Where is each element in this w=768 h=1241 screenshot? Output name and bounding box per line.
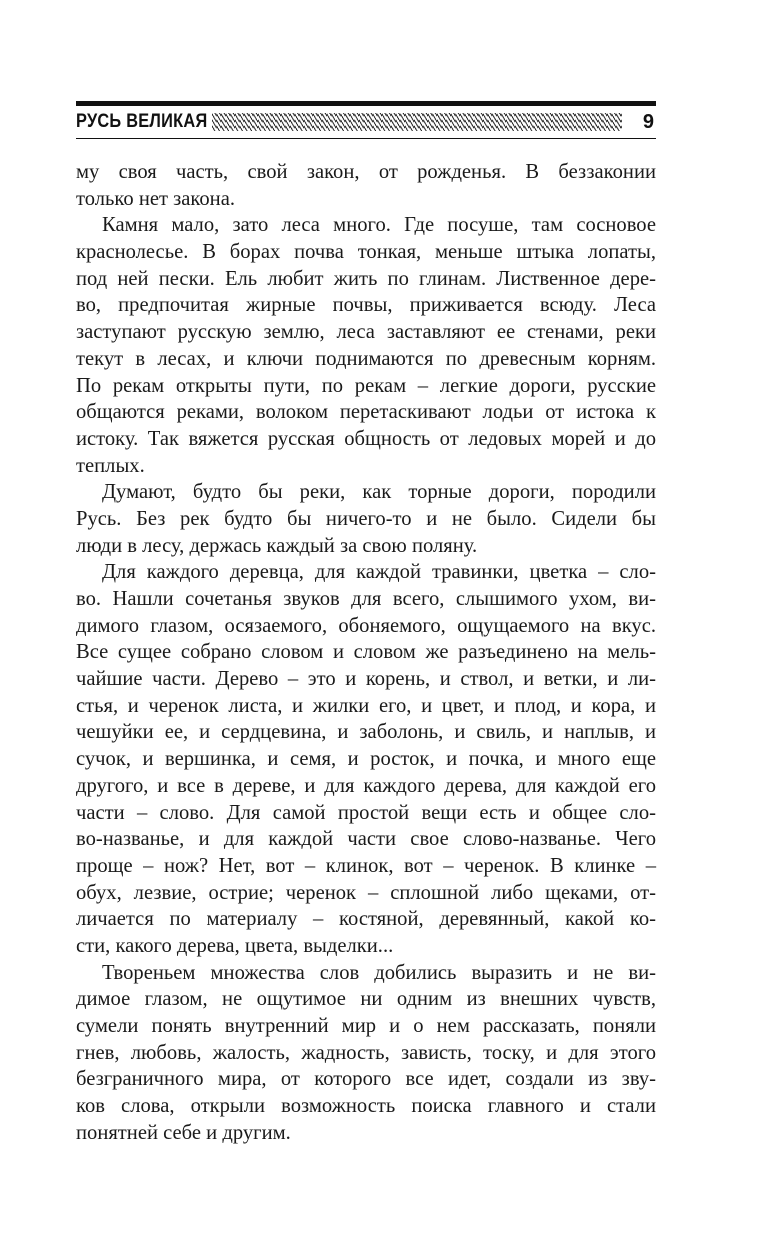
- text-line: димого глазом, осязаемого, обоняемого, ощущаемого на вкус.: [76, 614, 656, 637]
- text-line: сучок, и вершинка, и семя, и росток, и почка, и много еще: [76, 748, 656, 771]
- text-line: во-названье, и для каждой части свое слово-названье. Чего: [76, 828, 656, 851]
- paragraph: [76, 159, 656, 212]
- text-line: текут в лесах, и ключи поднимаются по древесным корням.: [76, 347, 656, 370]
- paragraph: [76, 559, 656, 959]
- text-line: гнев, любовь, жалость, жадность, зависть, тоску, и для этого: [76, 1041, 656, 1064]
- text-line: Думают, будто бы реки, как торные дороги, породили: [102, 481, 656, 504]
- text-line: другого, и все в дереве, и для каждого дерева, для каждой его: [76, 774, 656, 797]
- text-line: во. Нашли сочетанья звуков для всего, слышимого ухом, ви-: [76, 588, 656, 610]
- header-top-rule: [76, 101, 656, 106]
- text-line: теплых.: [76, 454, 145, 477]
- paragraph: [76, 479, 656, 559]
- text-line: чешуйки ее, и сердцевина, и заболонь, и свиль, и наплыв, и: [76, 721, 656, 744]
- header-bottom-rule: [76, 138, 656, 139]
- text-line: заступают русскую землю, леса заставляют ее стенами, реки: [76, 321, 656, 344]
- text-line: во, предпочитая жирные почвы, приживается всюду. Леса: [76, 294, 656, 317]
- text-line: проще – нож? Нет, вот – клинок, вот – черенок. В клинке –: [76, 854, 656, 877]
- running-head: РУСЬ ВЕЛИКАЯ: [76, 111, 208, 132]
- text-line: обух, лезвие, острие; черенок – сплошной либо щеками, от-: [76, 881, 656, 904]
- text-line: му своя часть, свой закон, от рожденья. В беззаконии: [76, 161, 656, 183]
- page-number: 9: [642, 111, 654, 133]
- body-text: [76, 159, 656, 1146]
- paragraph: [76, 960, 656, 1147]
- text-line: только нет закона.: [76, 187, 235, 210]
- header-hatch-decoration: [212, 113, 622, 131]
- text-line: чайшие части. Дерево – это и корень, и ствол, и ветки, и ли-: [76, 668, 656, 691]
- text-line: Камня мало, зато леса много. Где посуше, там сосновое: [102, 214, 656, 237]
- text-line: стья, и черенок листа, и жилки его, и цвет, и плод, и кора, и: [76, 694, 656, 717]
- text-line: общаются реками, волоком перетаскивают лодьи от истока к: [76, 401, 656, 424]
- text-line: Для каждого деревца, для каждой травинки, цветка – сло-: [102, 561, 656, 584]
- text-line: люди в лесу, держась каждый за свою поляну.: [76, 534, 478, 557]
- paragraph: [76, 212, 656, 479]
- text-line: безграничного мира, от которого все идет, создали из зву-: [76, 1068, 656, 1091]
- text-line: под ней пески. Ель любит жить по глинам. Лиственное дере-: [76, 267, 656, 290]
- text-line: личается по материалу – костяной, деревянный, какой ко-: [76, 908, 656, 931]
- text-line: ков слова, открыли возможность поиска главного и стали: [76, 1095, 656, 1118]
- text-line: истоку. Так вяжется русская общность от ледовых морей и до: [76, 427, 656, 450]
- text-line: краснолесье. В борах почва тонкая, меньше штыка лопаты,: [76, 241, 656, 264]
- text-line: По рекам открыты пути, по рекам – легкие дороги, русские: [76, 374, 656, 397]
- text-line: сти, какого дерева, цвета, выделки...: [76, 934, 394, 957]
- text-line: димое глазом, не ощутимое ни одним из внешних чувств,: [76, 988, 656, 1011]
- page-header: [76, 109, 656, 135]
- text-line: Русь. Без рек будто бы ничего-то и не было. Сидели бы: [76, 507, 656, 530]
- text-line: Твореньем множества слов добились выразить и не ви-: [102, 961, 656, 984]
- text-line: части – слово. Для самой простой вещи есть и общее сло-: [76, 801, 656, 824]
- text-line: сумели понять внутренний мир и о нем рассказать, поняли: [76, 1015, 656, 1037]
- text-line: понятней себе и другим.: [76, 1121, 291, 1144]
- text-line: Все сущее собрано словом и словом же разъединено на мель-: [76, 641, 656, 664]
